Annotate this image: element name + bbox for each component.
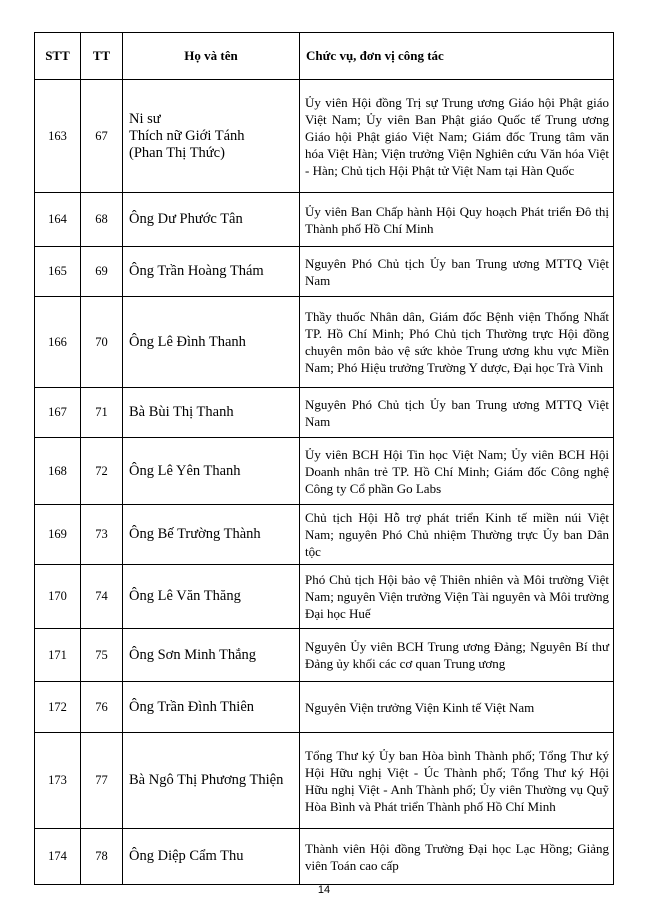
cell-position: Ủy viên BCH Hội Tin học Việt Nam; Ủy viên BCH Hội Doanh nhân trẻ TP. Hồ Chí Minh; Giám đốc Công nghệ Công ty Cổ phần Go Labs [300,438,614,505]
cell-tt: 71 [81,388,123,438]
table-row [35,388,614,438]
cell-stt: 171 [35,629,81,682]
cell-stt: 174 [35,829,81,885]
page-number: 14 [317,884,331,896]
cell-position: Thầy thuốc Nhân dân, Giám đốc Bệnh viện Thống Nhất TP. Hồ Chí Minh; Phó Chủ tịch Thường trực Hội đồng chuyên môn bảo vệ sức khỏe Trung ương khu vực Miền Nam; Phó Hiệu trưởng Trường Y dược, Đại học Trà Vinh [300,297,614,388]
cell-tt: 73 [81,505,123,565]
cell-name: Ông Bế Trường Thành [123,505,300,565]
cell-name: Ông Diệp Cẩm Thu [123,829,300,885]
cell-name: Ông Lê Yên Thanh [123,438,300,505]
cell-tt: 76 [81,682,123,733]
cell-name: Ông Dư Phước Tân [123,193,300,247]
cell-name: Ông Trần Đình Thiên [123,682,300,733]
cell-tt: 78 [81,829,123,885]
table-row [35,193,614,247]
header-position: Chức vụ, đơn vị công tác [300,33,614,80]
cell-name: Ni sư Thích nữ Giới Tánh (Phan Thị Thức) [123,80,300,193]
table-row [35,297,614,388]
cell-stt: 170 [35,565,81,629]
cell-position: Thành viên Hội đồng Trường Đại học Lạc Hồng; Giảng viên Toán cao cấp [300,829,614,885]
cell-position: Ủy viên Ban Chấp hành Hội Quy hoạch Phát triển Đô thị Thành phố Hồ Chí Minh [300,193,614,247]
header-name: Họ và tên [123,33,300,80]
cell-name: Bà Bùi Thị Thanh [123,388,300,438]
table-row [35,733,614,829]
cell-tt: 70 [81,297,123,388]
cell-tt: 77 [81,733,123,829]
cell-name: Ông Trần Hoàng Thám [123,247,300,297]
table-row [35,505,614,565]
cell-tt: 72 [81,438,123,505]
cell-stt: 169 [35,505,81,565]
cell-tt: 68 [81,193,123,247]
cell-position: Ủy viên Hội đồng Trị sự Trung ương Giáo hội Phật giáo Việt Nam; Ủy viên Ban Phật giáo Quốc tế Trung ương Giáo hội Phật giáo Việt Nam; Giám đốc Trung tâm văn hóa Việt Hàn; Viện trưởng Viện Nghiên cứu Văn hóa Việt - Hàn; Chủ tịch Hội Phật tử Việt Nam tại Hàn Quốc [300,80,614,193]
cell-position: Nguyên Phó Chủ tịch Ủy ban Trung ương MTTQ Việt Nam [300,388,614,438]
cell-position: Chủ tịch Hội Hỗ trợ phát triển Kinh tế miền núi Việt Nam; nguyên Phó Chủ nhiệm Thường trực Ủy ban Dân tộc [300,505,614,565]
cell-stt: 165 [35,247,81,297]
cell-stt: 168 [35,438,81,505]
cell-position: Nguyên Phó Chủ tịch Ủy ban Trung ương MTTQ Việt Nam [300,247,614,297]
member-table [34,32,614,885]
cell-stt: 166 [35,297,81,388]
cell-position: Nguyên Viện trưởng Viện Kinh tế Việt Nam [300,682,614,733]
cell-stt: 172 [35,682,81,733]
cell-stt: 167 [35,388,81,438]
table-row [35,247,614,297]
cell-tt: 67 [81,80,123,193]
cell-tt: 69 [81,247,123,297]
header-stt: STT [35,33,81,80]
cell-tt: 75 [81,629,123,682]
cell-position: Tổng Thư ký Ủy ban Hòa bình Thành phố; Tổng Thư ký Hội Hữu nghị Việt - Úc Thành phố; Tổng Thư ký Hội Hữu nghị Việt - Anh Thành phố; Ủy viên Thường vụ Quỹ Hòa Bình và Phát triển Thành phố Hồ Chí Minh [300,733,614,829]
cell-name: Ông Lê Đình Thanh [123,297,300,388]
table-row [35,438,614,505]
table-row [35,829,614,885]
cell-tt: 74 [81,565,123,629]
cell-stt: 163 [35,80,81,193]
table-body [35,80,614,885]
cell-name: Bà Ngô Thị Phương Thiện [123,733,300,829]
cell-stt: 164 [35,193,81,247]
cell-stt: 173 [35,733,81,829]
table-header-row [35,33,614,80]
table-row [35,80,614,193]
cell-position: Nguyên Ủy viên BCH Trung ương Đảng; Nguyên Bí thư Đảng ủy khối các cơ quan Trung ương [300,629,614,682]
table-row [35,565,614,629]
cell-position: Phó Chủ tịch Hội bảo vệ Thiên nhiên và Môi trường Việt Nam; nguyên Viện trưởng Viện Tài nguyên và Môi trường Đại học Huế [300,565,614,629]
cell-name: Ông Sơn Minh Thắng [123,629,300,682]
table-row [35,682,614,733]
table-row [35,629,614,682]
header-tt: TT [81,33,123,80]
cell-name: Ông Lê Văn Thăng [123,565,300,629]
